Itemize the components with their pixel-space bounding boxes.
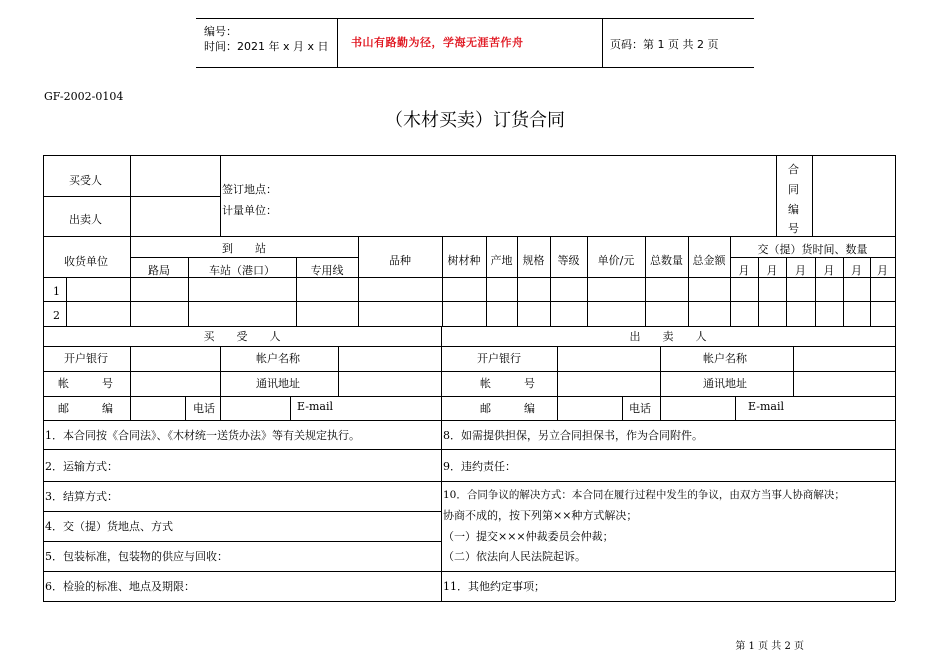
receiving-unit-label: 收货单位 xyxy=(64,255,108,268)
month-label: 月 xyxy=(766,264,778,277)
seller-label: 出卖人 xyxy=(69,213,102,226)
spec-label: 规格 xyxy=(522,254,545,267)
clause-1: 1．本合同按《合同法》、《木材统一送货办法》等有关规定执行。 xyxy=(45,429,360,442)
clause-10: 10．合同争议的解决方式：本合同在履行过程中发生的争议，由双方当事人协商解决； xyxy=(443,489,845,501)
special-line-label: 专用线 xyxy=(310,264,344,277)
month-label: 月 xyxy=(795,264,806,277)
page-title: （木材买卖）订货合同 xyxy=(385,110,565,131)
seller-account-no-label: 帐 号 xyxy=(480,377,535,390)
clause-6: 6．检验的标准、地点及期限： xyxy=(45,580,195,593)
grade-label: 等级 xyxy=(557,254,580,267)
seller-postcode-label: 邮 编 xyxy=(480,402,535,415)
contract-no-char-2: 同 xyxy=(788,183,799,196)
buyer-bank-heading: 买 受 人 xyxy=(203,330,281,343)
month-label: 月 xyxy=(738,264,750,277)
contract-no-char-4: 号 xyxy=(788,222,799,235)
page-header xyxy=(196,18,754,68)
buyer-account-name-label: 帐户名称 xyxy=(256,352,300,365)
clause-10-option-2: （二）依法向人民法院起诉。 xyxy=(443,550,586,563)
clause-8: 8．如需提供担保，另立合同担保书，作为合同附件。 xyxy=(443,429,703,442)
month-label: 月 xyxy=(877,264,888,277)
measure-unit-label: 计量单位： xyxy=(222,204,277,217)
buyer-account-no-label: 帐 号 xyxy=(58,377,113,390)
seller-address-label: 通讯地址 xyxy=(703,377,747,390)
seller-email-label: E-mail xyxy=(748,400,784,413)
buyer-bank-label: 开户银行 xyxy=(64,352,108,365)
document-code: GF-2002-0104 xyxy=(44,90,124,103)
clause-2: 2．运输方式： xyxy=(45,460,118,473)
buyer-address-label: 通讯地址 xyxy=(256,377,300,390)
delivery-time-label: 交（提）货时间、数量 xyxy=(757,243,868,256)
clause-10-option-1: （一）提交×××仲裁委员会仲裁； xyxy=(443,530,614,543)
total-amount-label: 总金额 xyxy=(692,254,726,267)
clause-11: 11．其他约定事项； xyxy=(443,580,545,593)
seller-bank-label: 开户银行 xyxy=(477,352,521,365)
page-footer: 第 1 页 共 2 页 xyxy=(735,641,804,652)
buyer-label: 买受人 xyxy=(69,174,102,187)
buyer-postcode-label: 邮 编 xyxy=(58,402,113,415)
contract-no-char-3: 编 xyxy=(788,203,799,216)
species-label: 树材种 xyxy=(447,254,481,267)
clause-4: 4．交（提）货地点、方式 xyxy=(45,520,173,533)
month-label: 月 xyxy=(851,264,862,277)
page-label: 页码：第 1 页 共 2 页 xyxy=(610,38,719,51)
buyer-email-label: E-mail xyxy=(297,400,333,413)
arrival-station-label: 到 站 xyxy=(222,242,266,255)
variety-label: 品种 xyxy=(389,254,411,267)
clause-9: 9．违约责任： xyxy=(443,460,516,473)
sign-place-label: 签订地点： xyxy=(222,183,277,196)
origin-label: 产地 xyxy=(490,254,513,267)
month-label: 月 xyxy=(823,264,835,277)
number-label: 编号： xyxy=(204,25,237,38)
unit-price-label: 单价/元 xyxy=(597,254,635,267)
clause-5: 5．包装标准，包装物的供应与回收： xyxy=(45,550,228,563)
buyer-phone-label: 电话 xyxy=(193,402,215,415)
date-label: 时间：2021 年 x 月 x 日 xyxy=(204,40,329,53)
motto: 书山有路勤为径，学海无涯苦作舟 xyxy=(351,36,524,49)
row-number: 1 xyxy=(53,285,60,298)
seller-phone-label: 电话 xyxy=(629,402,651,415)
clause-3: 3．结算方式： xyxy=(45,490,118,503)
row-number: 2 xyxy=(53,309,60,322)
road-bureau-label: 路局 xyxy=(148,264,170,277)
total-qty-label: 总数量 xyxy=(650,254,683,267)
seller-bank-heading: 出 卖 人 xyxy=(629,330,707,343)
seller-account-name-label: 帐户名称 xyxy=(703,352,747,365)
contract-no-char-1: 合 xyxy=(788,163,799,176)
clause-10-cont: 协商不成的，按下列第××种方式解决； xyxy=(443,509,638,522)
station-port-label: 车站（港口） xyxy=(209,264,275,277)
